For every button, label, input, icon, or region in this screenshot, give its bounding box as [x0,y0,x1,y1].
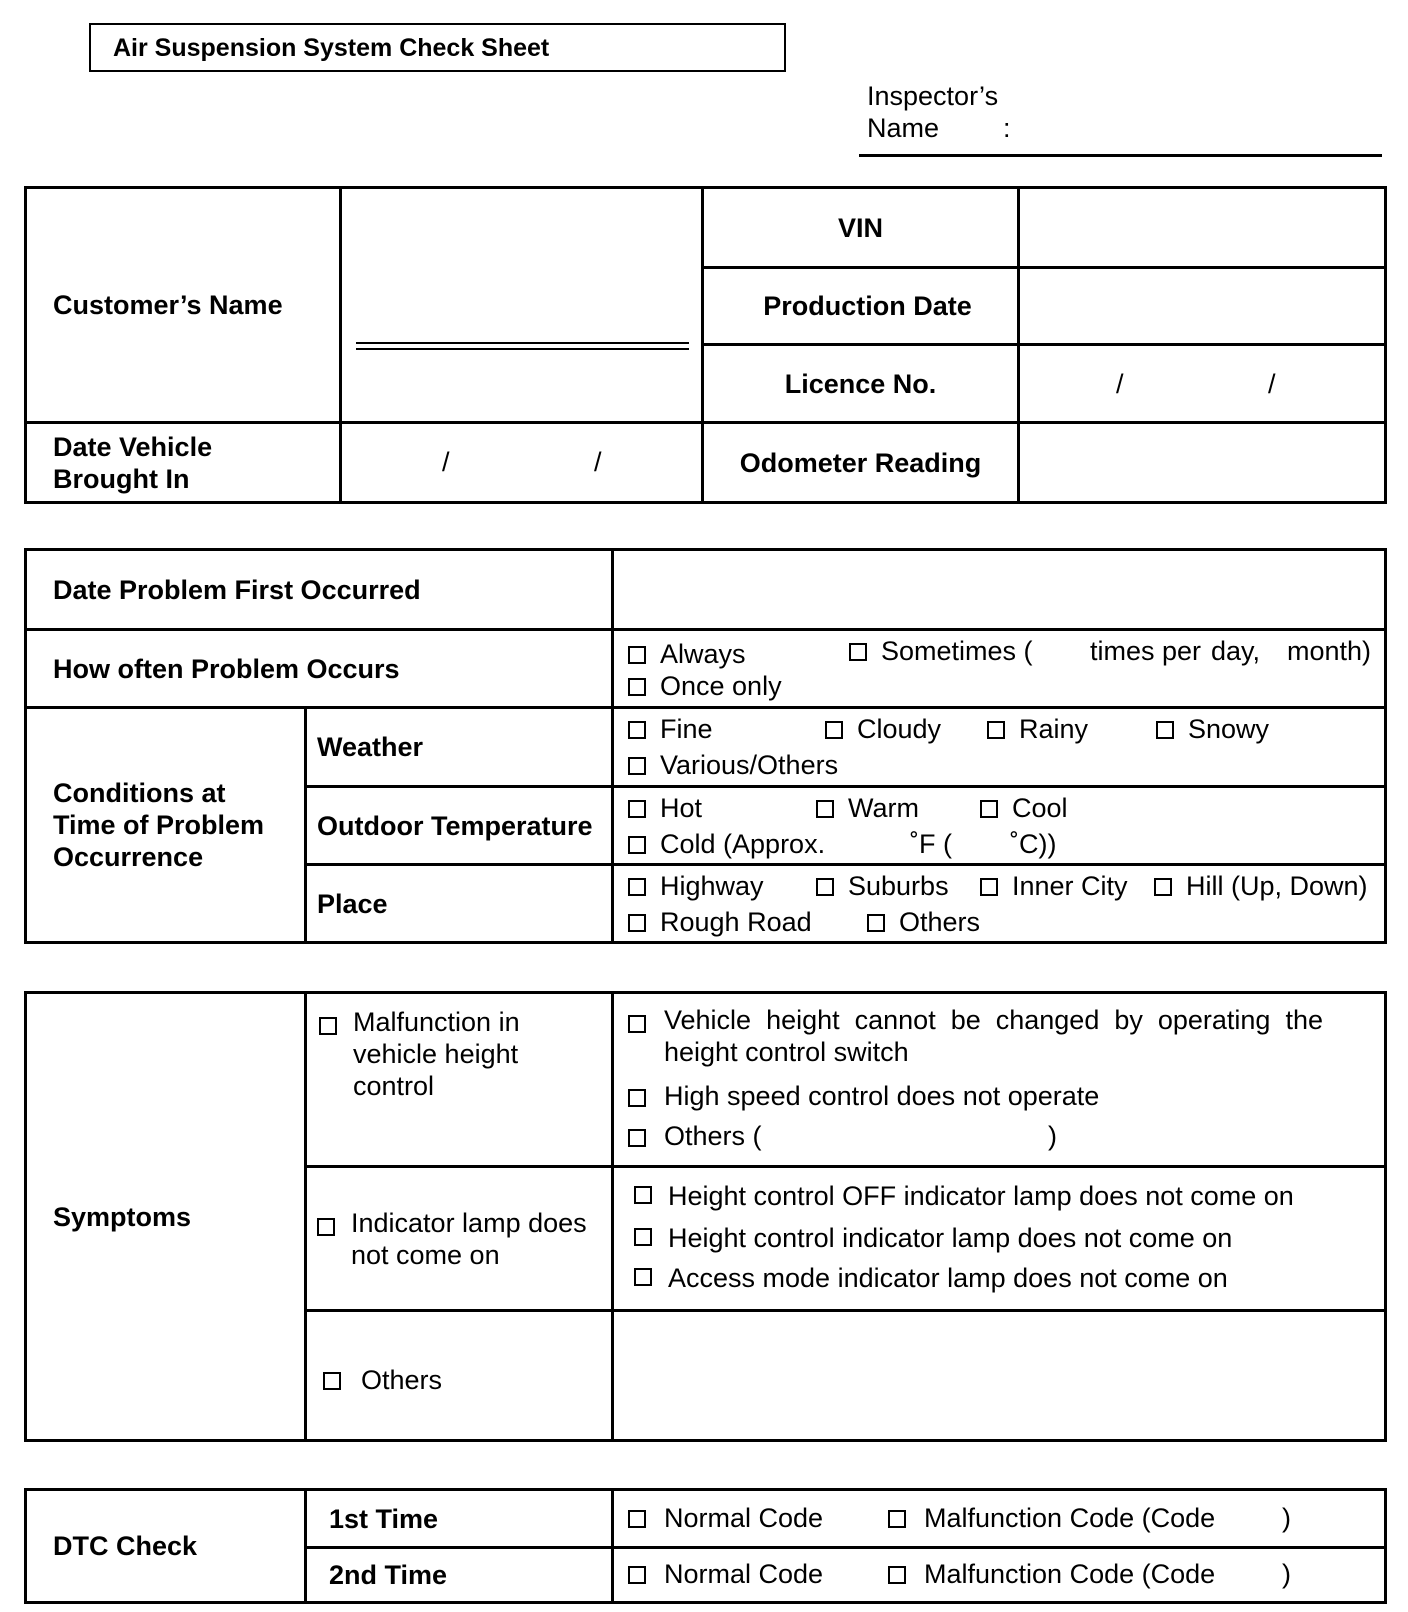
checkbox-icon[interactable] [628,878,646,896]
indicator-label-line2: not come on [351,1239,500,1270]
licence-field[interactable] [1019,345,1386,423]
production-date-field[interactable] [1019,268,1386,345]
malfunction-label-line3: control [353,1071,435,1101]
title-box [89,23,786,72]
symptoms-label: Symptoms [26,993,306,1441]
inspector-colon: : [1003,113,1011,143]
option-height-switch[interactable] [628,1004,1384,1070]
inspector-name-label [867,80,1011,144]
conditions-label-line1: Conditions at [53,778,226,808]
option-label-line1: Vehicle height cannot be changed by operating the [664,1005,1323,1035]
option-label: Fine [660,714,713,744]
day-text: day, [1211,635,1261,666]
times-per-text: times per [1090,635,1202,666]
option-label: Access mode indicator lamp does not come on [668,1263,1228,1293]
checkbox-icon[interactable] [323,1372,341,1390]
option-height-off-lamp[interactable] [634,1180,1384,1222]
vin-field[interactable] [1019,188,1386,268]
conditions-label [26,708,306,943]
option-label: Cool [1012,792,1068,823]
checkbox-icon[interactable] [888,1566,906,1584]
option-label: Height control OFF indicator lamp does not come on [668,1181,1294,1211]
checkbox-icon[interactable] [980,878,998,896]
option-once-only[interactable] [628,670,782,702]
date-first-occurred-field[interactable] [613,550,1386,630]
option-label: Sometimes ( [881,635,1033,666]
indicator-options [613,1167,1386,1311]
first-time-label: 1st Time [306,1490,613,1548]
production-date-label: Production Date [703,268,1019,345]
option-label: Always [660,638,746,669]
inspector-label-line2: Name [867,113,940,143]
checkbox-icon[interactable] [319,1017,337,1035]
option-label: Malfunction Code (Code [924,1559,1216,1589]
customer-name-label: Customer’s Name [26,188,341,423]
place-label: Place [306,865,613,943]
checkbox-icon[interactable] [628,1566,646,1584]
second-time-label: 2nd Time [306,1548,613,1603]
how-often-label: How often Problem Occurs [26,630,613,708]
malfunction-options [613,993,1386,1167]
option-hill[interactable] [1154,870,1368,902]
option-label: Inner City [1012,870,1128,901]
customer-name-field[interactable] [341,188,703,423]
option-high-speed-control[interactable] [628,1080,1384,1120]
malfunction-label-line1: Malfunction in [353,1007,520,1037]
checkbox-icon[interactable] [816,878,834,896]
symptom-others[interactable] [306,1311,613,1441]
malfunction-height-control[interactable] [306,993,613,1167]
option-hot[interactable] [628,792,702,824]
option-malfunction-code-2[interactable] [888,1558,1215,1590]
customer-name-double-line [356,342,689,350]
checkbox-icon[interactable] [628,757,646,775]
option-sometimes[interactable] [849,635,1033,667]
option-label-line2: height control switch [664,1037,909,1067]
checkbox-icon[interactable] [628,1089,646,1107]
checkbox-icon[interactable] [628,836,646,854]
option-label: Normal Code [664,1559,824,1589]
option-cloudy[interactable] [825,713,941,745]
malfunction-label-line2: vehicle height [353,1039,519,1069]
date-brought-label-line2: Brought In [53,463,190,494]
date-brought-label [26,423,341,503]
conditions-label-line2: Time of Problem [53,810,265,840]
how-often-options [613,630,1386,708]
option-label: Others [361,1364,443,1395]
option-cold[interactable] [628,828,825,860]
close-paren: ) [1282,1502,1291,1533]
option-malfunction-others[interactable] [628,1120,1384,1154]
checkbox-icon[interactable] [634,1186,652,1204]
option-access-mode-lamp[interactable] [634,1264,1384,1304]
checkbox-icon[interactable] [628,1129,646,1147]
symptoms-table [24,991,1387,1442]
inspector-label-line1: Inspector’s [867,81,999,111]
option-label: Rough Road [660,906,812,937]
weather-label: Weather [306,708,613,787]
close-paren: ) [1048,1121,1057,1151]
date-brought-label-line1: Date Vehicle [53,431,213,462]
option-warm[interactable] [816,792,919,824]
checkbox-icon[interactable] [987,721,1005,739]
page-title: Air Suspension System Check Sheet [113,34,550,62]
option-label: Rainy [1019,714,1089,744]
licence-label: Licence No. [703,345,1019,423]
option-label: Hill (Up, Down) [1186,870,1368,901]
dtc-table [24,1488,1387,1604]
conditions-label-line3: Occurrence [53,842,204,872]
licence-slash-2: / [1268,369,1276,399]
checkbox-icon[interactable] [317,1218,335,1236]
indicator-label-line1: Indicator lamp does [351,1207,587,1238]
option-label: Malfunction Code (Code [924,1502,1216,1533]
option-label: Hot [660,792,703,823]
date-first-occurred-label: Date Problem First Occurred [26,550,613,630]
checkbox-icon[interactable] [628,800,646,818]
option-label: Height control indicator lamp does not come on [668,1223,1233,1253]
date-slash-1: / [442,447,450,477]
option-normal-code-2[interactable] [628,1558,823,1590]
option-cool[interactable] [980,792,1068,824]
checkbox-icon[interactable] [628,646,646,664]
option-label: Others [899,906,981,937]
month-text: month) [1287,635,1372,666]
checkbox-icon[interactable] [888,1510,906,1528]
celsius-text: ˚C)) [1010,828,1057,859]
outdoor-temperature-label: Outdoor Temperature [306,787,613,865]
option-label: Snowy [1188,714,1270,744]
checkbox-icon[interactable] [867,914,885,932]
option-fine[interactable] [628,713,713,745]
dtc-check-label: DTC Check [26,1490,306,1603]
option-label: High speed control does not operate [664,1081,1100,1111]
checkbox-icon[interactable] [628,1510,646,1528]
checkbox-icon[interactable] [628,1015,646,1033]
close-paren: ) [1282,1559,1291,1589]
problem-table [24,548,1387,944]
checkbox-icon[interactable] [980,800,998,818]
checkbox-icon[interactable] [1154,878,1172,896]
option-label: Cold (Approx. [660,828,826,859]
checkbox-icon[interactable] [816,800,834,818]
option-rainy[interactable] [987,713,1088,745]
second-time-options [613,1548,1386,1603]
option-highway[interactable] [628,870,764,902]
option-label: Suburbs [848,870,949,901]
indicator-lamp-not-on[interactable] [306,1167,613,1311]
odometer-field[interactable] [1019,423,1386,503]
vehicle-info-table [24,186,1387,504]
option-height-lamp[interactable] [634,1222,1384,1264]
weather-options [613,708,1386,787]
option-label: Cloudy [857,714,942,744]
odometer-label: Odometer Reading [703,423,1019,503]
checkbox-icon[interactable] [849,643,867,661]
checkbox-icon[interactable] [628,678,646,696]
option-place-others[interactable] [867,906,980,938]
place-options [613,865,1386,943]
option-label: Various/Others [660,750,839,780]
checkbox-icon[interactable] [628,914,646,932]
option-normal-code-1[interactable] [628,1502,823,1534]
option-snowy[interactable] [1156,713,1269,745]
option-rough-road[interactable] [628,906,812,938]
option-label: Warm [848,792,919,823]
date-brought-field[interactable] [341,423,703,503]
option-various-others[interactable] [628,749,838,781]
option-inner-city[interactable] [980,870,1128,902]
option-malfunction-code-1[interactable] [888,1502,1215,1534]
option-label: Once only [660,670,782,701]
option-suburbs[interactable] [816,870,949,902]
date-slash-2: / [594,447,602,477]
checkbox-icon[interactable] [1156,721,1174,739]
first-time-options [613,1490,1386,1548]
option-label: Normal Code [664,1502,824,1533]
checkbox-icon[interactable] [628,721,646,739]
inspector-name-field[interactable] [859,154,1382,157]
checkbox-icon[interactable] [825,721,843,739]
fahrenheit-text: ˚F ( [910,828,952,859]
temperature-options [613,787,1386,865]
symptom-others-field[interactable] [613,1311,1386,1441]
checkbox-icon[interactable] [634,1268,652,1286]
checkbox-icon[interactable] [634,1228,652,1246]
option-always[interactable] [628,638,746,670]
vin-label: VIN [703,188,1019,268]
option-label: Highway [660,870,764,901]
licence-slash-1: / [1116,369,1124,399]
option-label: Others ( [664,1121,762,1151]
